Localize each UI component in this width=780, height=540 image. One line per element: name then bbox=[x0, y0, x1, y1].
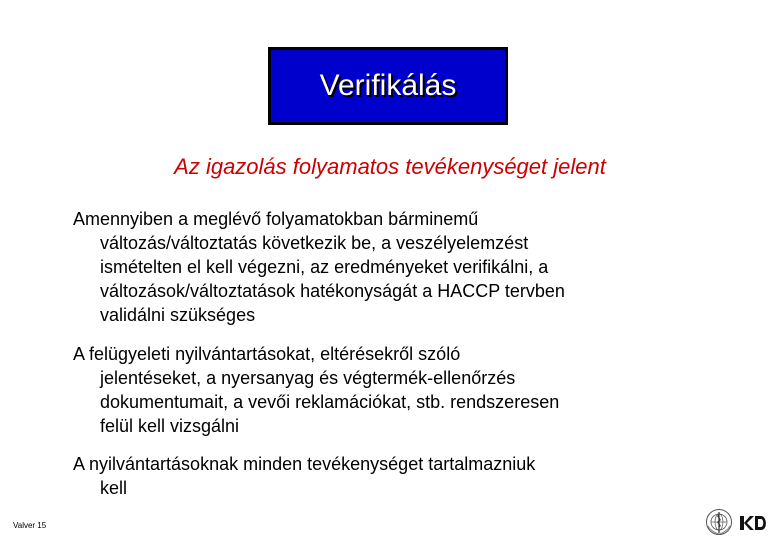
page-title: Verifikálás bbox=[319, 69, 457, 102]
bullet-paragraph-2 bbox=[73, 342, 733, 438]
title-box bbox=[268, 47, 508, 125]
bullet-2-line-1: A felügyeleti nyilvántartásokat, eltérésekről szóló bbox=[73, 344, 461, 364]
bullet-paragraph-3 bbox=[73, 452, 733, 500]
bullet-1-line-2: változás/változtatás következik be, a veszélyelemzést bbox=[100, 233, 529, 253]
bullet-1-line-5: validálni szükséges bbox=[100, 305, 256, 325]
bullet-3-line-1: A nyilvántartásoknak minden tevékenységet tartalmazniuk bbox=[73, 454, 536, 474]
subtitle: Az igazolás folyamatos tevékenységet jelent bbox=[174, 154, 606, 179]
bullet-3-line-2: kell bbox=[100, 478, 128, 498]
bullet-2-line-2: jelentéseket, a nyersanyag és végtermék-ellenőrzés bbox=[100, 368, 516, 388]
bullet-paragraph-1 bbox=[73, 207, 733, 327]
bullet-1-line-1: Amennyiben a meglévő folyamatokban bárminemű bbox=[73, 209, 479, 229]
bullet-1-line-4: változások/változtatások hatékonyságát a HACCP tervben bbox=[100, 281, 565, 301]
bullet-1-line-3: ismételten el kell végezni, az eredményeket verifikálni, a bbox=[100, 257, 549, 277]
slide-label: Valver 15 bbox=[13, 521, 47, 530]
bullet-2-line-3: dokumentumait, a vevői reklamációkat, stb. rendszeresen bbox=[100, 392, 560, 412]
kd-logo-icon bbox=[739, 513, 769, 533]
who-emblem-icon bbox=[705, 508, 733, 536]
bullet-2-line-4: felül kell vizsgálni bbox=[100, 416, 240, 436]
